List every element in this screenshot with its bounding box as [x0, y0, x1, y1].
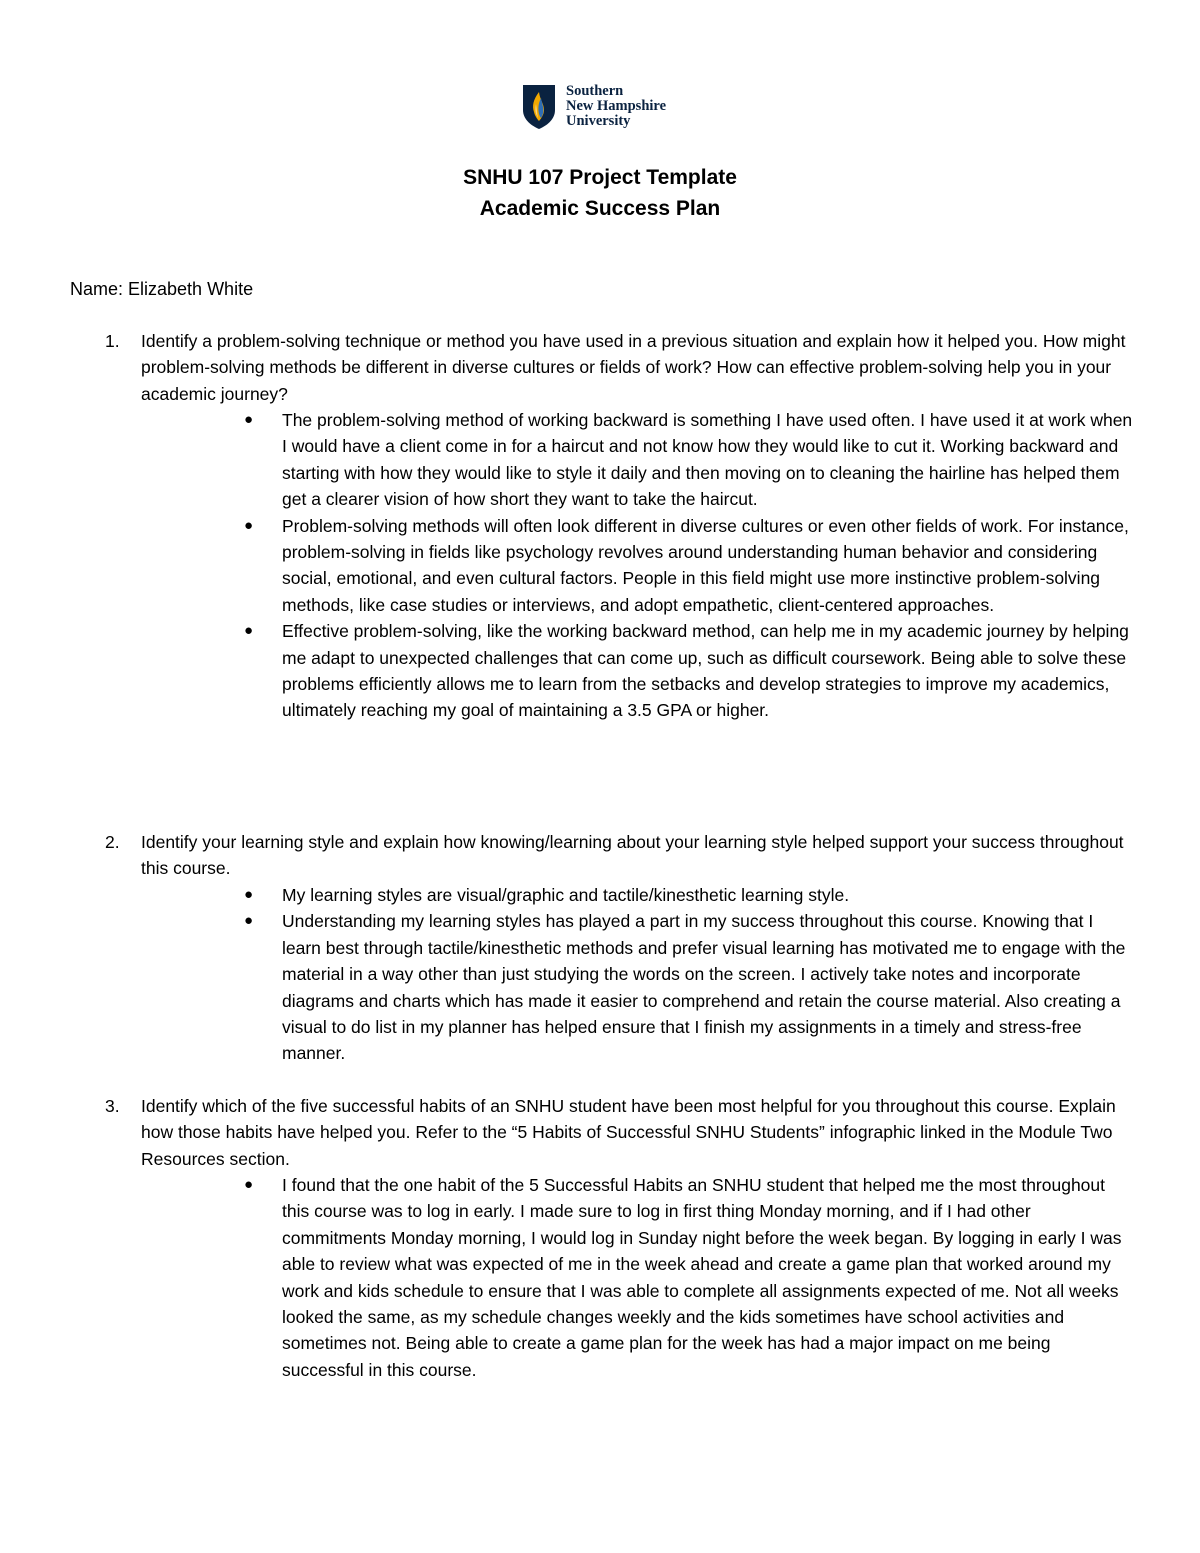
document-title: SNHU 107 Project Template [463, 166, 737, 189]
answer-text: Effective problem-solving, like the working backward method, can help me in my academic journey by helping me adapt to unexpected challenges that can come up, such as difficult coursework. Being able to solve these problems efficiently allows me to learn from the setbacks and develop strategies to improve my academics, ultimately reaching my goal of maintaining a 3.5 GPA or higher. [282, 621, 1129, 721]
logo-line-3: University [566, 113, 631, 129]
question-number: 1. [105, 331, 120, 351]
snhu-wordmark [566, 84, 666, 129]
question-2 [105, 829, 1135, 882]
answer-list-2 [244, 882, 1134, 1067]
question-number: 3. [105, 1096, 120, 1116]
student-name: Name: Elizabeth White [70, 279, 254, 299]
logo-line-2: New Hampshire [566, 98, 667, 114]
document-subtitle: Academic Success Plan [479, 197, 721, 220]
question-text: Identify a problem-solving technique or method you have used in a previous situation and explain how it helped you. How might problem-solving methods be different in diverse cultures or fields of work? How can effective problem-solving help you in your academic journey? [141, 331, 1126, 404]
question-1 [105, 328, 1135, 407]
bullet-icon: ● [244, 411, 254, 428]
snhu-shield-flame-icon [522, 84, 556, 130]
answer-bullet [244, 1172, 1134, 1383]
bullet-icon: ● [244, 886, 254, 903]
answer-bullet [244, 513, 1134, 619]
answer-text: My learning styles are visual/graphic and tactile/kinesthetic learning style. [282, 885, 850, 905]
answer-bullet [244, 618, 1134, 724]
question-3 [105, 1093, 1135, 1172]
question-number: 2. [105, 832, 120, 852]
answer-text: Understanding my learning styles has played a part in my success throughout this course. Knowing that I learn best through tactile/kinesthetic methods and prefer visual learning has motivated me to engage with the material in a way other than just studying the words on the screen. I actively take notes and incorporate diagrams and charts which has made it easier to comprehend and retain the course material. Also creating a visual to do list in my planner has helped ensure that I finish my assignments in a timely and stress-free manner. [282, 911, 1126, 1064]
answer-text: Problem-solving methods will often look different in diverse cultures or even other fields of work. For instance, problem-solving in fields like psychology revolves around understanding human behavior and considering social, emotional, and even cultural factors. People in this field might use more instinctive problem-solving methods, like case studies or interviews, and adopt empathetic, client-centered approaches. [282, 515, 1129, 615]
question-text: Identify your learning style and explain how knowing/learning about your learning style helped support your success throughout this course. [141, 832, 1124, 879]
bullet-icon: ● [244, 516, 254, 534]
answer-text: I found that the one habit of the 5 Successful Habits an SNHU student that helped me the most throughout this course was to log in early. I made sure to log in first thing Monday morning, and if I had other commitments Monday morning, I would log in Sunday night before the week began. By logging in early I was able to review what was expected of me in the week ahead and create a game plan that worked around my work and kids schedule to ensure that I was able to complete all assignments expected of me. Not all weeks looked the same, as my schedule changes weekly and the kids sometimes have school activities and sometimes not. Being able to create a game plan for the week has had a major impact on me being successful in this course. [282, 1175, 1122, 1380]
answer-list-3 [244, 1172, 1134, 1383]
answer-bullet [244, 908, 1134, 1066]
bullet-icon: ● [244, 912, 254, 930]
answer-list-1 [244, 407, 1134, 724]
answer-text: The problem-solving method of working backward is something I have used often. I have used it at work when I would have a client come in for a haircut and not know how they would like to cut it. Working backward and starting with how they would like to style it daily and then moving on to cleaning the hairline has helped them get a clearer vision of how short they want to take the haircut. [282, 410, 1133, 510]
answer-bullet [244, 882, 1134, 908]
logo-line-1: Southern [566, 83, 624, 99]
bullet-icon: ● [244, 1176, 254, 1193]
answer-bullet [244, 407, 1134, 513]
bullet-icon: ● [244, 622, 254, 640]
snhu-logo [522, 84, 692, 134]
question-text: Identify which of the five successful habits of an SNHU student have been most helpful for you throughout this course. Explain how those habits have helped you. Refer to the “5 Habits of Successful SNHU Students” infographic linked in the Module Two Resources section. [141, 1096, 1116, 1169]
